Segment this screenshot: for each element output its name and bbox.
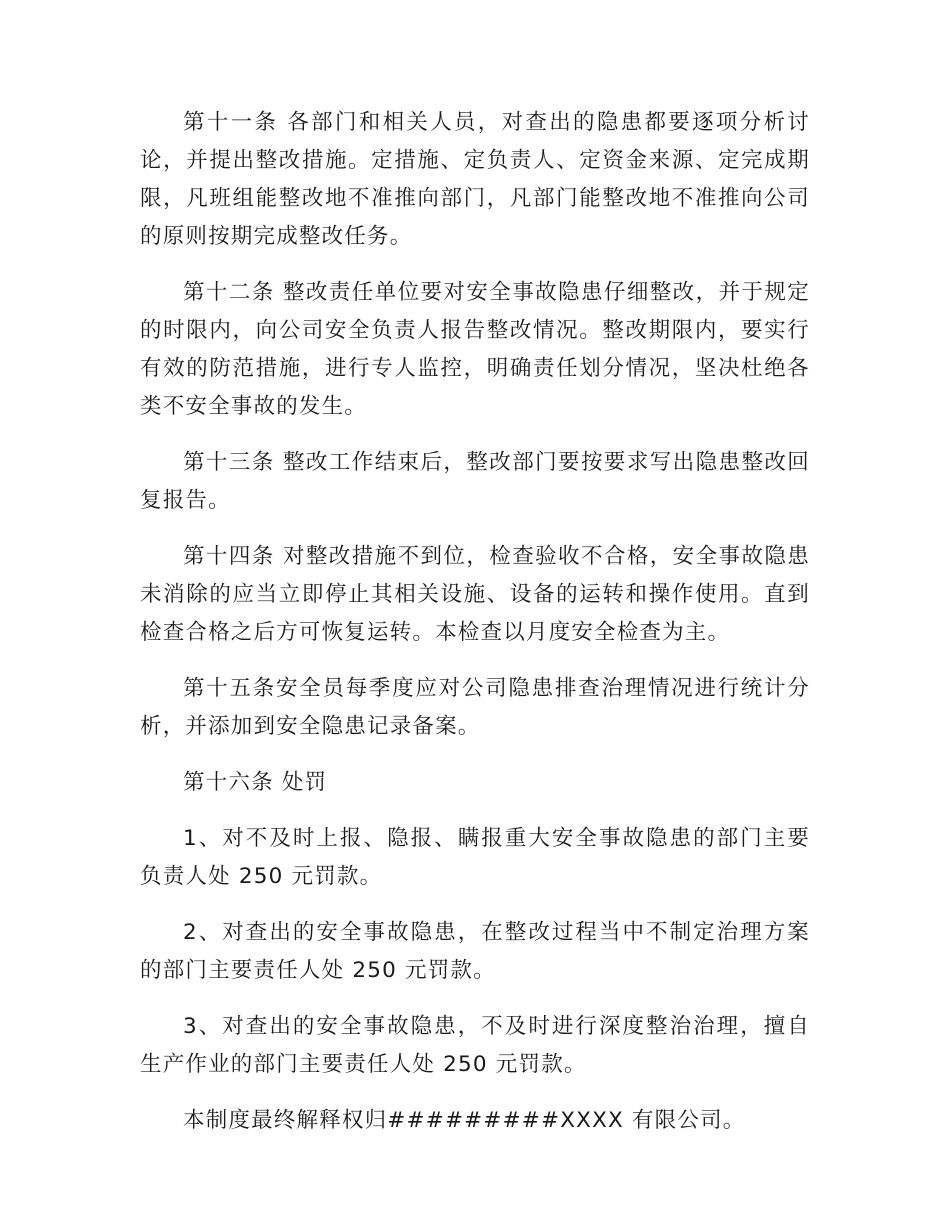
article-14-paragraph: 第十四条 对整改措施不到位，检查验收不合格，安全事故隐患未消除的应当立即停止其相关设施、设备的运转和操作使用。直到检查合格之后方可恢复运转。本检查以月度安全检查为主。 [140,544,810,645]
article-16-heading: 第十六条 处罚 [183,770,328,795]
penalty-item-1: 1、对不及时上报、隐报、瞒报重大安全事故隐患的部门主要负责人处 250 元罚款。 [140,826,810,889]
article-11-paragraph: 第十一条 各部门和相关人员，对查出的隐患都要逐项分析讨论，并提出整改措施。定措施、定负责人、定资金来源、定完成期限，凡班组能整改地不准推向部门，凡部门能整改地不准推向公司的原则按期完成整改任务。 [140,110,810,249]
penalty-item-3: 3、对查出的安全事故隐患，不及时进行深度整治治理，擅自生产作业的部门主要责任人处 250 元罚款。 [140,1014,810,1077]
article-15-paragraph: 第十五条安全员每季度应对公司隐患排查治理情况进行统计分析，并添加到安全隐患记录备案。 [140,676,810,739]
interpretation-clause: 本制度最终解释权归#########XXXX 有限公司。 [183,1108,746,1133]
article-13-paragraph: 第十三条 整改工作结束后，整改部门要按要求写出隐患整改回复报告。 [140,450,810,513]
document-page [140,104,810,1158]
penalty-item-2: 2、对查出的安全事故隐患，在整改过程当中不制定治理方案的部门主要责任人处 250 元罚款。 [140,920,810,983]
article-12-paragraph: 第十二条 整改责任单位要对安全事故隐患仔细整改，并于规定的时限内，向公司安全负责人报告整改情况。整改期限内，要实行有效的防范措施，进行专人监控，明确责任划分情况，坚决杜绝各类不安全事故的发生。 [140,280,810,419]
